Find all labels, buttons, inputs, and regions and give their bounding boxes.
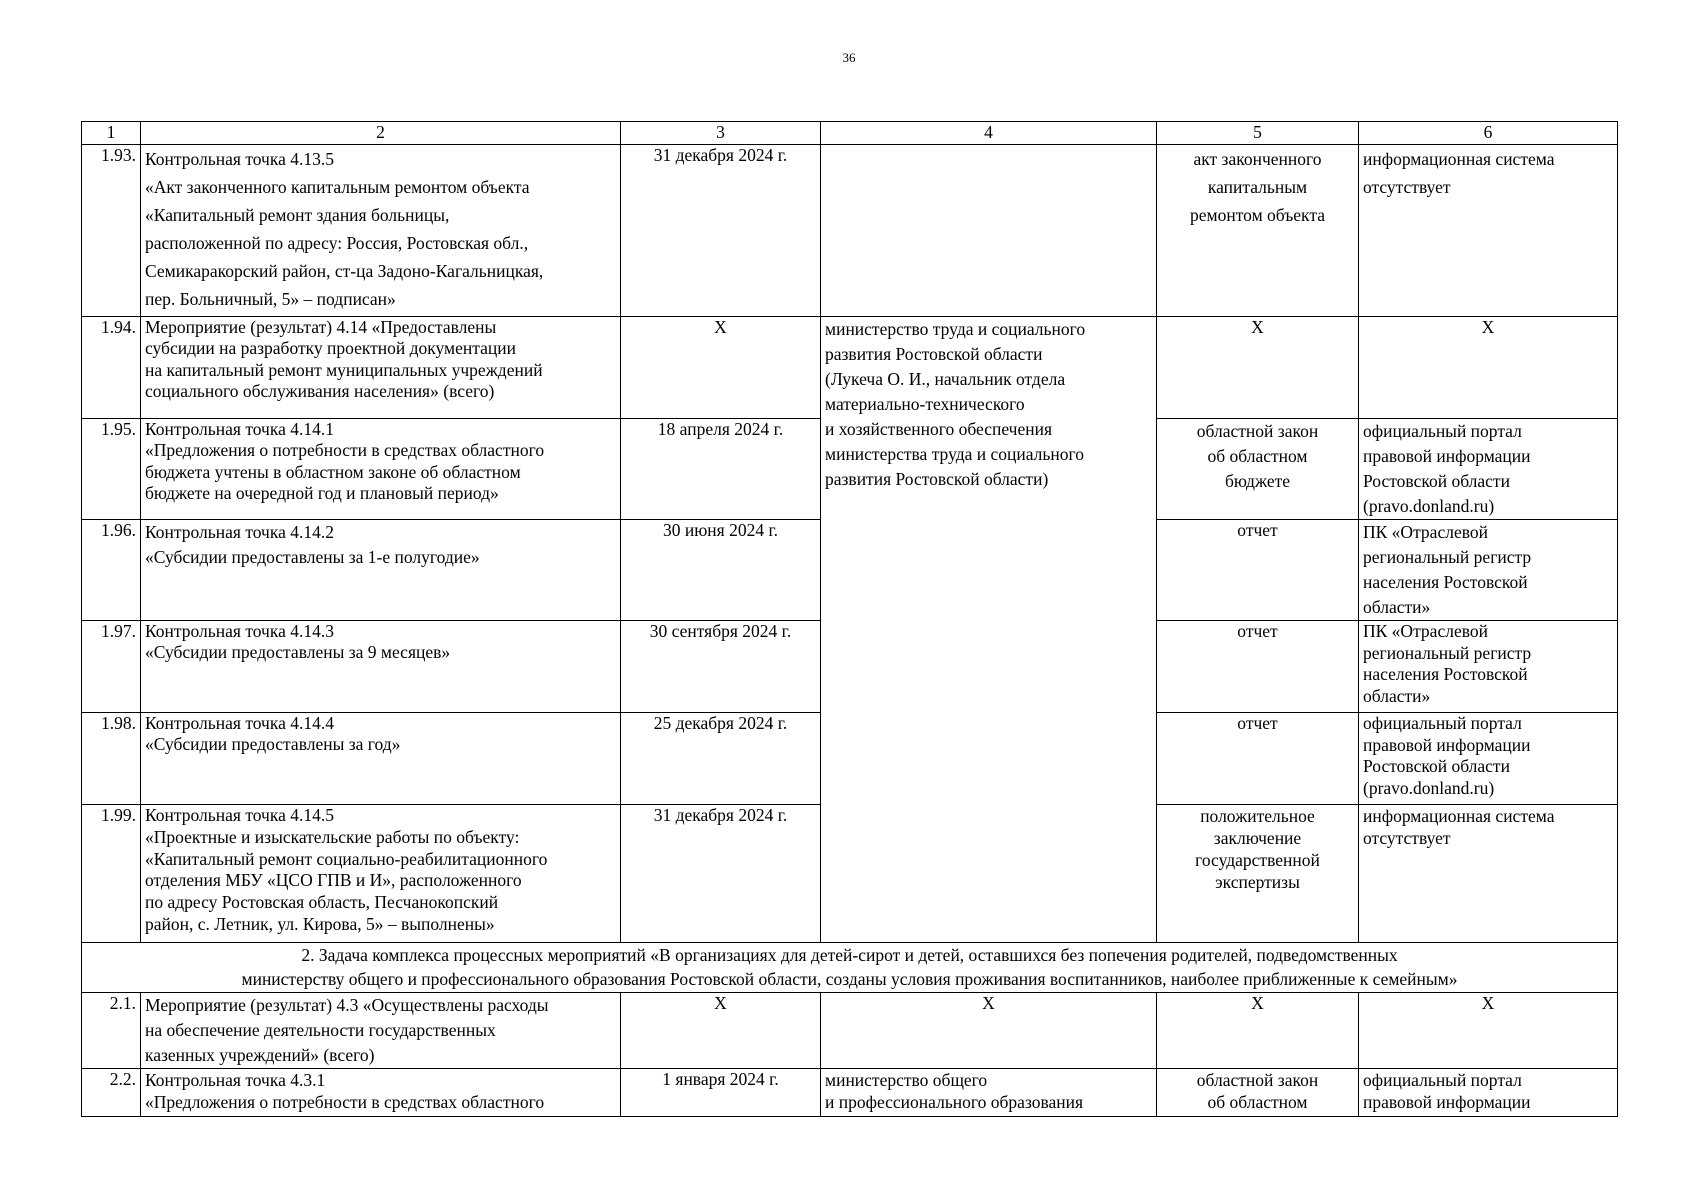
row-source: информационная система отсутствует	[1359, 805, 1618, 943]
row-name: Мероприятие (результат) 4.14 «Предоставлены субсидии на разработку проектной документации на капитальный ремонт муниципальных учреждений социального обслуживания населения» (всего)	[141, 317, 621, 419]
row-number: 1.99.	[82, 805, 141, 943]
table-row	[82, 145, 1618, 317]
row-name: Контрольная точка 4.3.1 «Предложения о потребности в средствах областного	[141, 1069, 621, 1117]
row-number: 1.95.	[82, 419, 141, 520]
row-source: ПК «Отраслевой региональный регистр населения Ростовской области»	[1359, 520, 1618, 621]
table-row	[82, 1069, 1618, 1117]
row-date: 31 декабря 2024 г.	[621, 145, 821, 317]
row-responsible	[821, 145, 1157, 317]
column-header: 5	[1157, 122, 1359, 145]
row-number: 2.1.	[82, 993, 141, 1069]
column-header: 1	[82, 122, 141, 145]
plan-table	[81, 121, 1618, 1117]
row-number: 1.94.	[82, 317, 141, 419]
row-document: областной закон об областном бюджете	[1157, 419, 1359, 520]
table-row	[82, 993, 1618, 1069]
row-document: отчет	[1157, 621, 1359, 713]
row-source: Х	[1359, 993, 1618, 1069]
row-source: официальный портал правовой информации Ростовской области (pravo.donland.ru)	[1359, 713, 1618, 805]
row-document: областной закон об областном	[1157, 1069, 1359, 1117]
column-header: 6	[1359, 122, 1618, 145]
row-number: 2.2.	[82, 1069, 141, 1117]
header-row	[82, 122, 1618, 145]
row-responsible: Х	[821, 993, 1157, 1069]
row-date: Х	[621, 317, 821, 419]
row-source: официальный портал правовой информации	[1359, 1069, 1618, 1117]
row-number: 1.98.	[82, 713, 141, 805]
row-name: Контрольная точка 4.14.5 «Проектные и изыскательские работы по объекту: «Капитальный ремонт социально-реабилитационного отделения МБУ «ЦСО ГПВ и И», расположенного по адресу Ростовская область, Песчанокопский район, с. Летник, ул. Кирова, 5» – выполнены»	[141, 805, 621, 943]
row-name: Контрольная точка 4.14.2 «Субсидии предоставлены за 1-е полугодие»	[141, 520, 621, 621]
row-document: отчет	[1157, 520, 1359, 621]
row-responsible: министерство общего и профессионального образования	[821, 1069, 1157, 1117]
row-source: Х	[1359, 317, 1618, 419]
row-source: ПК «Отраслевой региональный регистр населения Ростовской области»	[1359, 621, 1618, 713]
row-name: Контрольная точка 4.14.1 «Предложения о потребности в средствах областного бюджета учтены в областном законе об областном бюджете на очередной год и плановый период»	[141, 419, 621, 520]
row-date: Х	[621, 993, 821, 1069]
row-date: 30 сентября 2024 г.	[621, 621, 821, 713]
row-date: 18 апреля 2024 г.	[621, 419, 821, 520]
row-responsible: министерство труда и социального развития Ростовской области (Лукеча О. И., начальник отдела материально-технического и хозяйственного обеспечения министерства труда и социального развития Ростовской области)	[821, 317, 1157, 943]
row-document: Х	[1157, 993, 1359, 1069]
row-number: 1.97.	[82, 621, 141, 713]
page-number: 36	[842, 50, 856, 65]
section-heading: 2. Задача комплекса процессных мероприятий «В организациях для детей-сирот и детей, оставшихся без попечения родителей, подведомственных министерству общего и профессионального образования Ростовской области, созданы условия проживания воспитанников, наиболее приближенные к семейным»	[82, 943, 1618, 993]
row-number: 1.96.	[82, 520, 141, 621]
row-source: официальный портал правовой информации Ростовской области (pravo.donland.ru)	[1359, 419, 1618, 520]
row-document: положительное заключение государственной экспертизы	[1157, 805, 1359, 943]
row-source: информационная система отсутствует	[1359, 145, 1618, 317]
row-name: Мероприятие (результат) 4.3 «Осуществлены расходы на обеспечение деятельности государственных казенных учреждений» (всего)	[141, 993, 621, 1069]
row-date: 31 декабря 2024 г.	[621, 805, 821, 943]
row-name: Контрольная точка 4.13.5 «Акт законченного капитальным ремонтом объекта «Капитальный ремонт здания больницы, расположенной по адресу: Россия, Ростовская обл., Семикаракорский район, ст-ца Задоно-Кагальницкая, пер. Больничный, 5» – подписан»	[141, 145, 621, 317]
column-header: 2	[141, 122, 621, 145]
column-header: 3	[621, 122, 821, 145]
row-name: Контрольная точка 4.14.4 «Субсидии предоставлены за год»	[141, 713, 621, 805]
row-document: отчет	[1157, 713, 1359, 805]
row-document: акт законченного капитальным ремонтом объекта	[1157, 145, 1359, 317]
row-date: 30 июня 2024 г.	[621, 520, 821, 621]
column-header: 4	[821, 122, 1157, 145]
row-number: 1.93.	[82, 145, 141, 317]
table-row	[82, 317, 1618, 419]
row-document: Х	[1157, 317, 1359, 419]
row-name: Контрольная точка 4.14.3 «Субсидии предоставлены за 9 месяцев»	[141, 621, 621, 713]
row-date: 25 декабря 2024 г.	[621, 713, 821, 805]
row-date: 1 января 2024 г.	[621, 1069, 821, 1117]
section-row	[82, 943, 1618, 993]
